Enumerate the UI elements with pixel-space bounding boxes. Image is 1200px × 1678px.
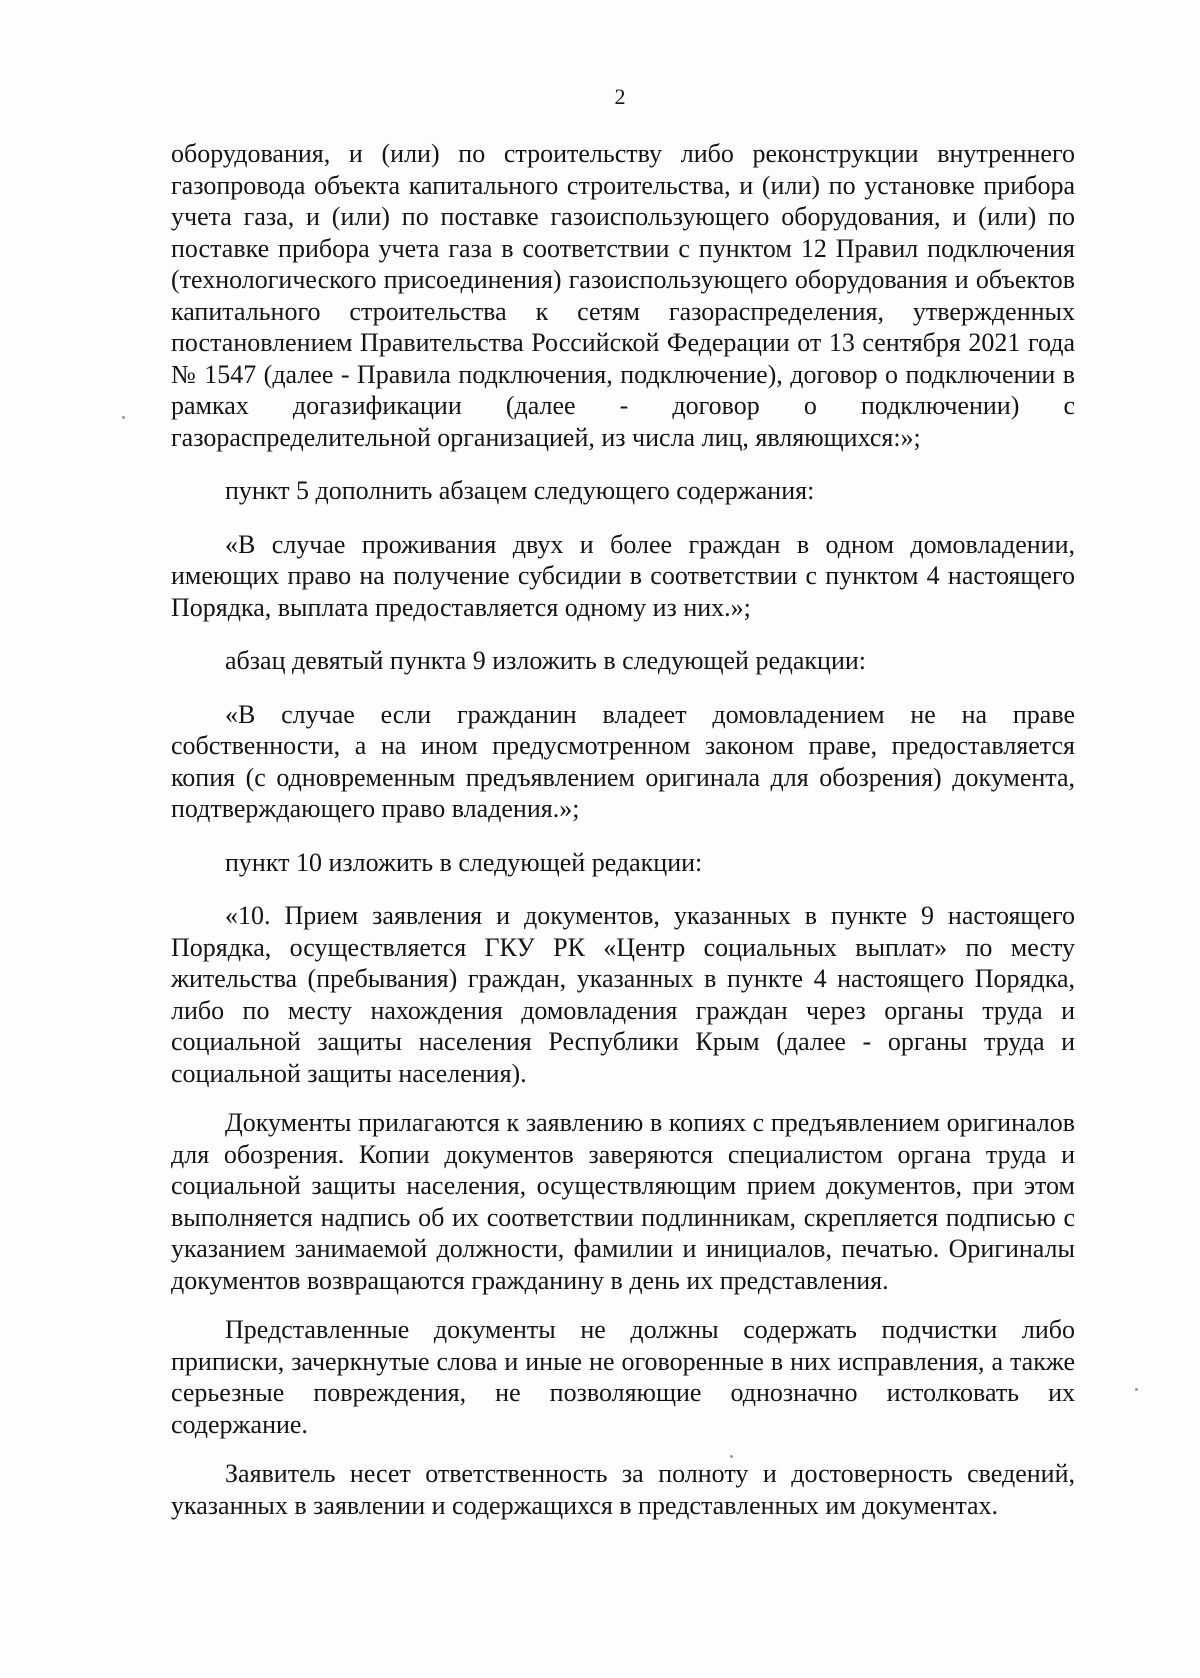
paragraph-applicant-responsibility: Заявитель несет ответственность за полноту и достоверность сведений, указанных в заявлении и содержащихся в представленных им документах. (171, 1459, 1075, 1520)
paragraph-amendment-point-9: абзац девятый пункта 9 изложить в следующей редакции: (225, 646, 867, 675)
paragraph-quote-point-5: «В случае проживания двух и более граждан в одном домовладении, имеющих право на получение субсидии в соответствии с пунктом 4 настоящего Порядка, выплата предоставляется одному из них.»; (171, 529, 1075, 622)
paragraph-documents-copies: Документы прилагаются к заявлению в копиях с предъявлением оригиналов для обозрения. Копии документов заверяются специалистом органа труда и социальной защиты населения, осуществляющим прием документов, при этом выполняется надпись об их соответствии подлинникам, скрепляется подписью с указанием занимаемой должности, фамилии и инициалов, печатью. Оригиналы документов возвращаются гражданину в день их представления. (171, 1108, 1075, 1295)
scan-speck (730, 1455, 733, 1458)
paragraph-amendment-point-10: пункт 10 изложить в следующей редакции: (225, 847, 703, 877)
scan-speck (122, 416, 125, 419)
paragraph-quote-point-9: «В случае если гражданин владеет домовладением не на праве собственности, а на ином предусмотренном законом праве, предоставляется копия (с одновременным предъявлением оригинала для обозрения) документа, подтверждающего право владения.»; (171, 699, 1075, 823)
paragraph-documents-requirements: Представленные документы не должны содержать подчистки либо приписки, зачеркнутые слова и иные не оговоренные в них исправления, а также серьезные повреждения, не позволяющие однозначно истолковать их содержание. (171, 1315, 1075, 1439)
document-body (171, 138, 1075, 1521)
paragraph-continuation: оборудования, и (или) по строительству либо реконструкции внутреннего газопровода объекта капитального строительства, и (или) по установке прибора учета газа, и (или) по поставке газоиспользующего оборудования, и (или) по поставке прибора учета газа в соответствии с пунктом 12 Правил подключения (технологического присоединения) газоиспользующего оборудования и объектов капитального строительства к сетям газораспределения, утвержденных постановлением Правительства Российской Федерации от 13 сентября 2021 года № 1547 (далее - Правила подключения, подключение), договор о подключении в рамках догазификации (далее - договор о подключении) с газораспределительной организацией, из числа лиц, являющихся:»; (171, 139, 1075, 452)
scan-speck (1135, 1388, 1138, 1391)
page-number: 2 (614, 84, 626, 109)
paragraph-quote-point-10: «10. Прием заявления и документов, указанных в пункте 9 настоящего Порядка, осуществляется ГКУ РК «Центр социальных выплат» по месту жительства (пребывания) граждан, указанных в пункте 4 настоящего Порядка, либо по месту нахождения домовладения граждан через органы труда и социальной защиты населения Республики Крым (далее - органы труда и социальной защиты населения). (171, 901, 1075, 1088)
paragraph-amendment-point-5: пункт 5 дополнить абзацем следующего содержания: (225, 476, 815, 505)
